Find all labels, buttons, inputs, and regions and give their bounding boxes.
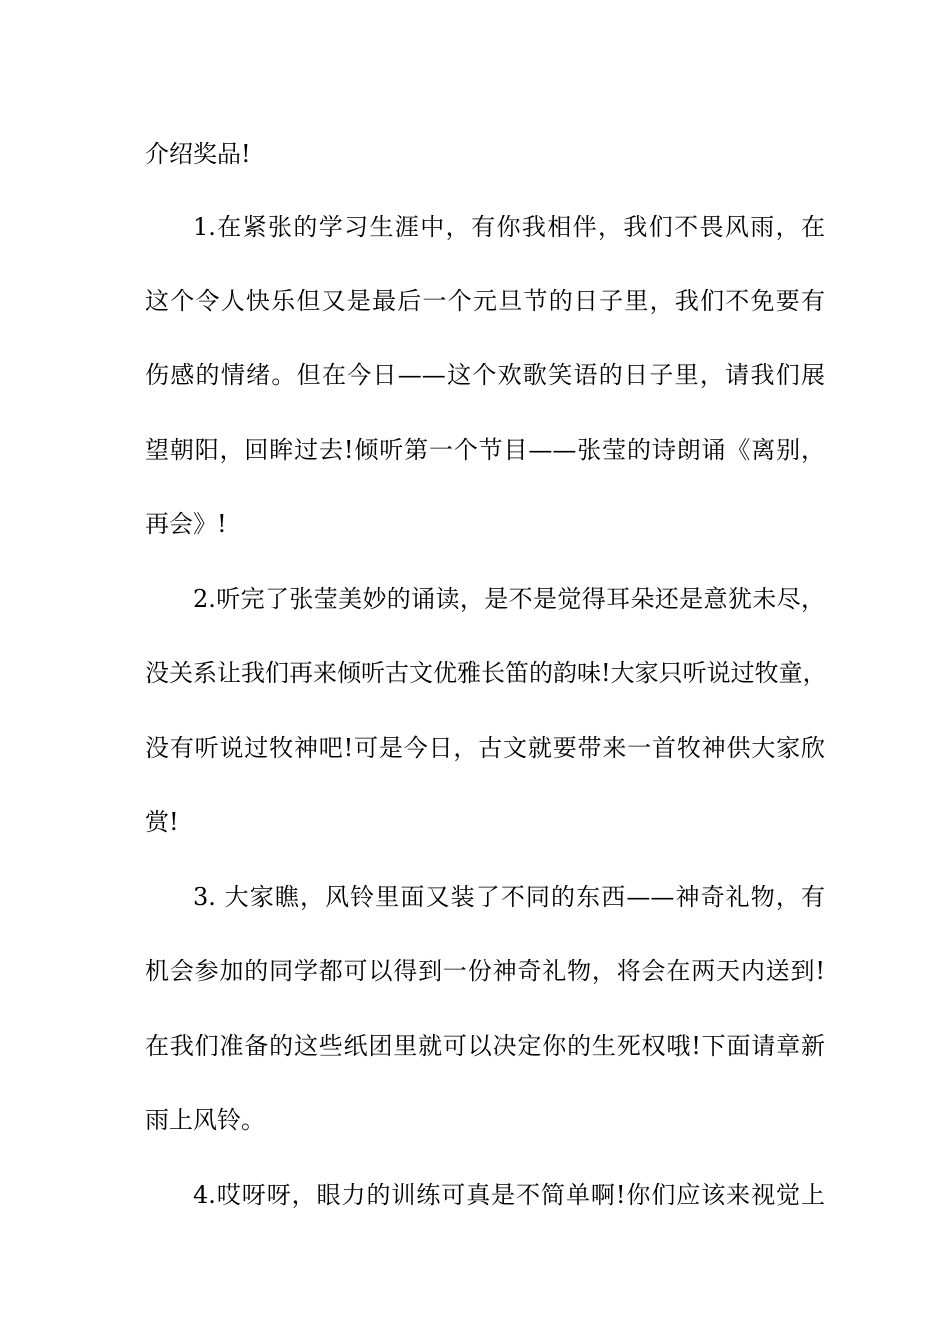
paragraph-4-line-1: 4.哎呀呀，眼力的训练可真是不简单啊!你们应该来视觉上 — [193, 1181, 825, 1209]
paragraph-1-line-1: 1.在紧张的学习生涯中，有你我相伴，我们不畏风雨，在 — [193, 213, 825, 241]
text-line-prize-intro: 介绍奖品! — [145, 140, 251, 168]
paragraph-2-line-2: 没关系让我们再来倾听古文优雅长笛的韵味!大家只听说过牧童， — [145, 659, 827, 687]
paragraph-2-line-4: 赏! — [145, 808, 179, 836]
paragraph-1-line-5: 再会》! — [145, 510, 227, 538]
paragraph-1-line-3: 伤感的情绪。但在今日——这个欢歌笑语的日子里，请我们展 — [145, 361, 825, 389]
paragraph-1-line-2: 这个令人快乐但又是最后一个元旦节的日子里，我们不免要有 — [145, 287, 825, 315]
paragraph-3-line-4: 雨上风铃。 — [145, 1106, 265, 1134]
paragraph-3-line-1: 3. 大家瞧，风铃里面又装了不同的东西——神奇礼物，有 — [193, 883, 825, 911]
paragraph-1-line-4: 望朝阳，回眸过去!倾听第一个节目——张莹的诗朗诵《离别， — [145, 436, 825, 464]
paragraph-2-line-3: 没有听说过牧神吧!可是今日，古文就要带来一首牧神供大家欣 — [145, 734, 825, 762]
paragraph-3-line-2: 机会参加的同学都可以得到一份神奇礼物，将会在两天内送到! — [145, 957, 825, 985]
paragraph-3-line-3: 在我们准备的这些纸团里就可以决定你的生死权哦!下面请章新 — [145, 1032, 825, 1060]
paragraph-2-line-1: 2.听完了张莹美妙的诵读，是不是觉得耳朵还是意犹未尽， — [193, 585, 825, 613]
